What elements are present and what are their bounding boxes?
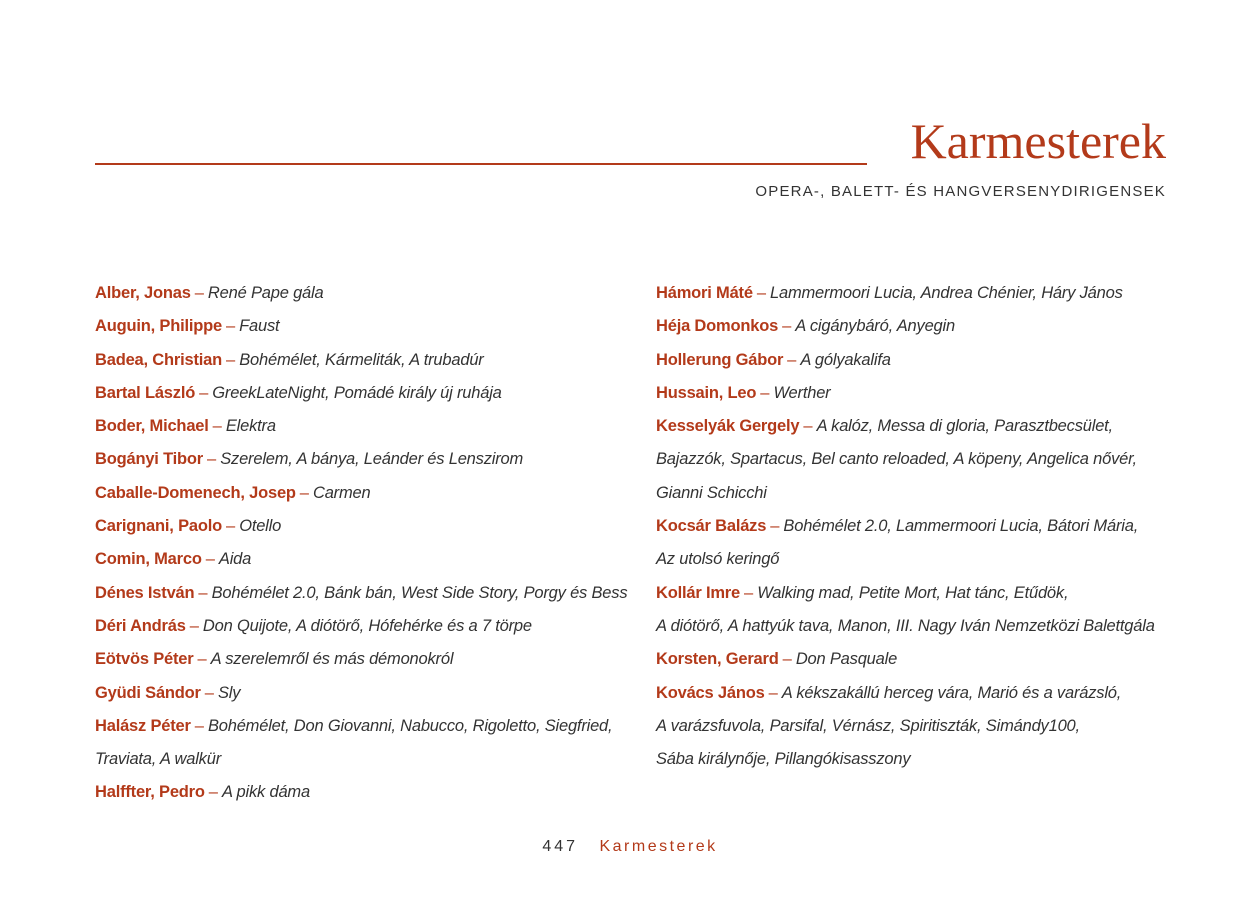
conducted-works: Carmen (312, 483, 371, 502)
conductor-entry (95, 477, 635, 510)
conductor-name: Carignani, Paolo (95, 517, 222, 536)
conductor-list-left (95, 277, 635, 810)
conducted-works: Don Pasquale (795, 650, 898, 669)
entry-separator: – (756, 284, 767, 302)
entry-separator: – (299, 483, 309, 502)
conductor-name: Bogányi Tibor (95, 450, 204, 469)
header-rule (95, 163, 867, 165)
conductor-entry (95, 776, 635, 809)
entry-separator: – (782, 650, 792, 669)
conductor-entry (95, 410, 635, 443)
conducted-works: A gólyakalifa (800, 350, 891, 369)
conductor-name: Kocsár Balázs (656, 517, 767, 536)
conductor-entry (95, 377, 635, 410)
conductor-entry (95, 443, 635, 476)
conductor-name: Kollár Imre (656, 583, 740, 602)
entry-separator: – (803, 417, 813, 436)
conductor-entry (95, 277, 635, 310)
conducted-works-continued: Traviata, A walkür (95, 750, 221, 769)
conductor-entry (95, 543, 635, 576)
conductor-name: Hussain, Leo (656, 383, 757, 402)
conductor-entry (95, 344, 635, 377)
conductor-entry (95, 677, 635, 710)
conductor-entry (656, 510, 1176, 577)
entry-separator: – (226, 517, 236, 536)
conducted-works: Elektra (225, 417, 276, 436)
conducted-works: Otello (239, 517, 282, 536)
conductor-entry (95, 510, 635, 543)
conductor-name: Korsten, Gerard (656, 650, 779, 669)
conducted-works: René Pape gála (207, 284, 324, 302)
conductor-name: Boder, Michael (95, 417, 209, 436)
conducted-works-continued: Bajazzók, Spartacus, Bel canto reloaded, A köpeny, Angelica nővér, (656, 450, 1137, 469)
conductor-name: Héja Domonkos (656, 317, 779, 336)
conducted-works: Bohémélet, Kármeliták, A trubadúr (239, 350, 484, 369)
entry-separator: – (768, 683, 778, 702)
conductor-name: Eötvös Péter (95, 650, 194, 669)
conducted-works-continued: A varázsfuvola, Parsifal, Vérnász, Spiritiszták, Simándy100, (656, 716, 1080, 735)
conductor-name: Kesselyák Gergely (656, 417, 800, 436)
entry-separator: – (225, 317, 236, 336)
conductor-entry (95, 577, 635, 610)
conductor-entry (656, 677, 1176, 777)
conductor-name: Comin, Marco (95, 550, 202, 569)
entry-separator: – (226, 350, 236, 369)
conducted-works-continued: Sába királynője, Pillangókisasszony (656, 750, 911, 769)
entry-separator: – (194, 716, 204, 735)
conducted-works: Walking mad, Petite Mort, Hat tánc, Etűdök, (757, 583, 1069, 602)
conductor-entry (656, 344, 1176, 377)
conducted-works: Szerelem, A bánya, Leánder és Lenszirom (220, 450, 524, 469)
conducted-works: A kékszakállú herceg vára, Marió és a varázsló, (781, 683, 1122, 702)
entry-separator: – (770, 517, 780, 536)
entry-separator: – (207, 450, 217, 469)
conductor-list-right (656, 277, 1176, 776)
conducted-works-continued: A diótörő, A hattyúk tava, Manon, III. Nagy Iván Nemzetközi Balettgála (656, 616, 1155, 635)
conducted-works: A szerelemről és más démonokról (210, 650, 454, 669)
page-footer (0, 838, 1260, 856)
entry-separator: – (198, 583, 208, 602)
conductor-name: Gyüdi Sándor (95, 683, 201, 702)
entry-separator: – (205, 550, 215, 569)
entry-separator: – (760, 383, 770, 402)
conductor-entry (656, 310, 1176, 343)
conductor-name: Auguin, Philippe (95, 317, 222, 336)
conducted-works-continued: Gianni Schicchi (656, 483, 767, 502)
entry-separator: – (199, 383, 209, 402)
conducted-works: A kalóz, Messa di gloria, Parasztbecsület, (816, 417, 1113, 436)
conductor-name: Hámori Máté (656, 284, 753, 302)
conducted-works: GreekLateNight, Pomádé király új ruhája (212, 383, 502, 402)
conductor-entry (95, 310, 635, 343)
conductor-entry (656, 377, 1176, 410)
conducted-works: Bohémélet 2.0, Lammermoori Lucia, Bátori Mária, (783, 517, 1139, 536)
conductor-entry (656, 577, 1176, 644)
entry-separator: – (787, 350, 797, 369)
entry-separator: – (189, 616, 199, 635)
conducted-works: Faust (239, 317, 280, 336)
conducted-works: Don Quijote, A diótörő, Hófehérke és a 7 törpe (202, 616, 532, 635)
conducted-works: Werther (773, 383, 831, 402)
conductor-name: Hollerung Gábor (656, 350, 784, 369)
footer-section-label: Karmesterek (599, 838, 718, 855)
conductor-entry (656, 277, 1176, 310)
conductor-entry (656, 410, 1176, 510)
conductor-name: Dénes István (95, 583, 195, 602)
conducted-works: Bohémélet 2.0, Bánk bán, West Side Story, Porgy és Bess (211, 583, 628, 602)
conducted-works: Bohémélet, Don Giovanni, Nabucco, Rigoletto, Siegfried, (207, 716, 613, 735)
conductor-name: Badea, Christian (95, 350, 223, 369)
entry-separator: – (212, 417, 222, 436)
conducted-works: A cigánybáró, Anyegin (795, 317, 955, 336)
page-number: 447 (542, 838, 579, 855)
conducted-works: A pikk dáma (221, 783, 310, 802)
conductor-name: Caballe-Domenech, Josep (95, 483, 296, 502)
conductor-entry (656, 643, 1176, 676)
conductor-name: Kovács János (656, 683, 765, 702)
page-subtitle: OPERA-, BALETT- ÉS HANGVERSENYDIRIGENSEK (755, 183, 1166, 200)
entry-separator: – (744, 583, 754, 602)
entry-separator: – (194, 284, 204, 302)
conductor-name: Bartal László (95, 383, 196, 402)
entry-separator: – (782, 317, 792, 336)
conductor-entry (95, 643, 635, 676)
conductor-entry (95, 610, 635, 643)
conducted-works-continued: Az utolsó keringő (656, 550, 780, 569)
conducted-works: Lammermoori Lucia, Andrea Chénier, Háry János (770, 284, 1123, 302)
entry-separator: – (197, 650, 207, 669)
conductor-name: Déri András (95, 616, 186, 635)
conductor-entry (95, 710, 635, 777)
page-title: Karmesterek (910, 113, 1166, 169)
conductor-name: Alber, Jonas (95, 284, 191, 302)
conductor-name: Halffter, Pedro (95, 783, 205, 802)
conductor-name: Halász Péter (95, 716, 191, 735)
entry-separator: – (204, 683, 214, 702)
entry-separator: – (208, 783, 218, 802)
conducted-works: Sly (217, 683, 241, 702)
conducted-works: Aida (218, 550, 252, 569)
